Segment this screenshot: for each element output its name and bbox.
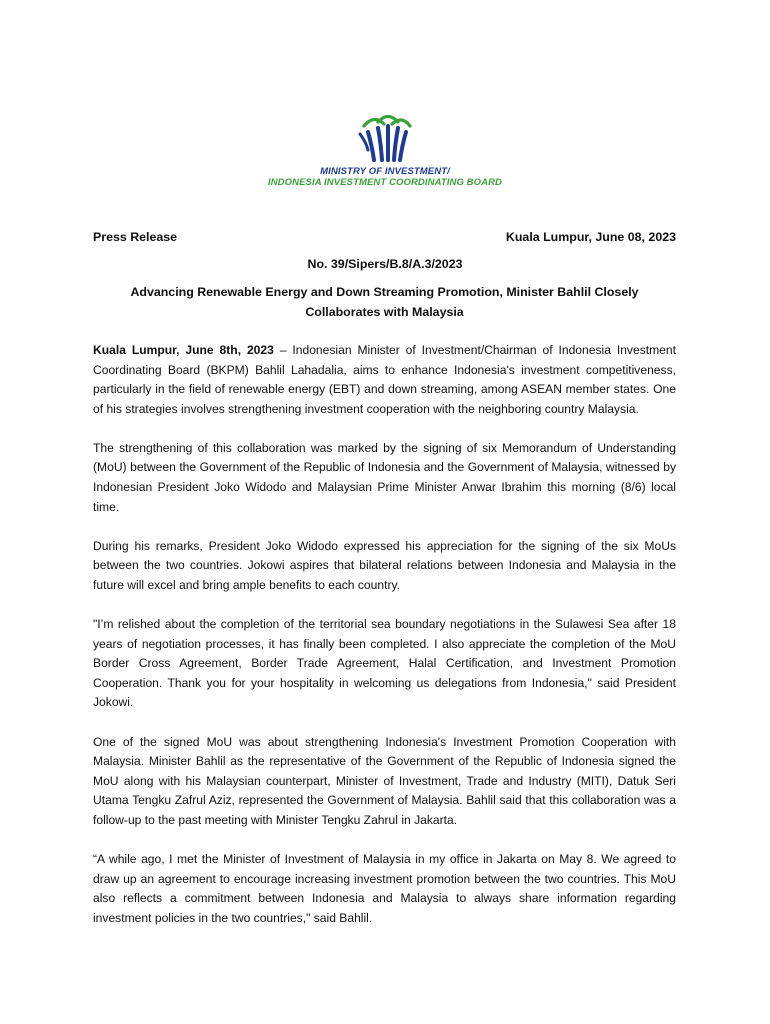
paragraph-6: “A while ago, I met the Minister of Investment of Malaysia in my office in Jakarta on May 8. We agreed to draw up an agreement to encourage increasing investment promotion between the two countries. This MoU also reflects a commitment between Indonesia and Malaysia to always share information regarding investment policies in the two countries," said Bahlil. — [93, 851, 676, 925]
paragraph-1-text: – Indonesian Minister of Investment/Chairman of Indonesia Investment Coordinating Board (BKPM) Bahlil Lahadalia, aims to enhance Indonesia's investment competitiveness, particularly in the field of renewable energy (EBT) and down streaming, among ASEAN member states. One of his strategies involves strengthening investment cooperation with the neighboring country Malaysia. — [93, 343, 676, 416]
press-header — [93, 229, 676, 245]
ministry-logo — [0, 112, 770, 188]
paragraph-5: One of the signed MoU was about strengthening Indonesia's Investment Promotion Cooperation with Malaysia. Minister Bahlil as the representative of the Government of the Republic of Indonesia signed the MoU along with his Malaysian counterpart, Minister of Investment, Trade and Industry (MITI), Datuk Seri Utama Tengku Zafrul Aziz, represented the Government of Malaysia. Bahlil said that this collaboration was a follow-up to the past meeting with Minister Tengku Zahrul in Jakarta. — [93, 734, 676, 827]
paragraph-1 — [93, 341, 676, 419]
logo-text-board: INDONESIA INVESTMENT COORDINATING BOARD — [267, 177, 502, 188]
article-body — [93, 341, 676, 928]
dateline: Kuala Lumpur, June 8th, 2023 — [93, 343, 274, 357]
paragraph-4: "I’m relished about the completion of the territorial sea boundary negotiations in the Sulawesi Sea after 18 years of negotiation processes, it has finally been completed. I also appreciate the completion of the MoU Border Cross Agreement, Border Trade Agreement, Halal Certification, and Investment Promotion Cooperation. Thank you for your hospitality in welcoming us delegations from Indonesia," said President Jokowi. — [93, 617, 676, 710]
press-release-label: Press Release — [93, 230, 178, 244]
paragraph-2: The strengthening of this collaboration was marked by the signing of six Memorandum of Understanding (MoU) between the Government of the Republic of Indonesia and the Government of Malaysia, witnessed by Indonesian President Joko Widodo and Malaysian Prime Minister Anwar Ibrahim this morning (8/6) local time. — [93, 440, 676, 514]
paragraph-3: During his remarks, President Joko Widodo expressed his appreciation for the signing of the six MoUs between the two countries. Jokowi aspires that bilateral relations between Indonesia and Malaysia in the future will excel and bring ample benefits to each country. — [93, 538, 676, 592]
logo-text-ministry: MINISTRY OF INVESTMENT/ — [320, 166, 450, 177]
ministry-emblem-icon — [354, 112, 416, 164]
place-date: Kuala Lumpur, June 08, 2023 — [505, 230, 676, 244]
document-number: No. 39/Sipers/B.8/A.3/2023 — [307, 257, 463, 271]
headline: Advancing Renewable Energy and Down Streaming Promotion, Minister Bahlil Closely Collaborates with Malaysia — [130, 285, 639, 319]
